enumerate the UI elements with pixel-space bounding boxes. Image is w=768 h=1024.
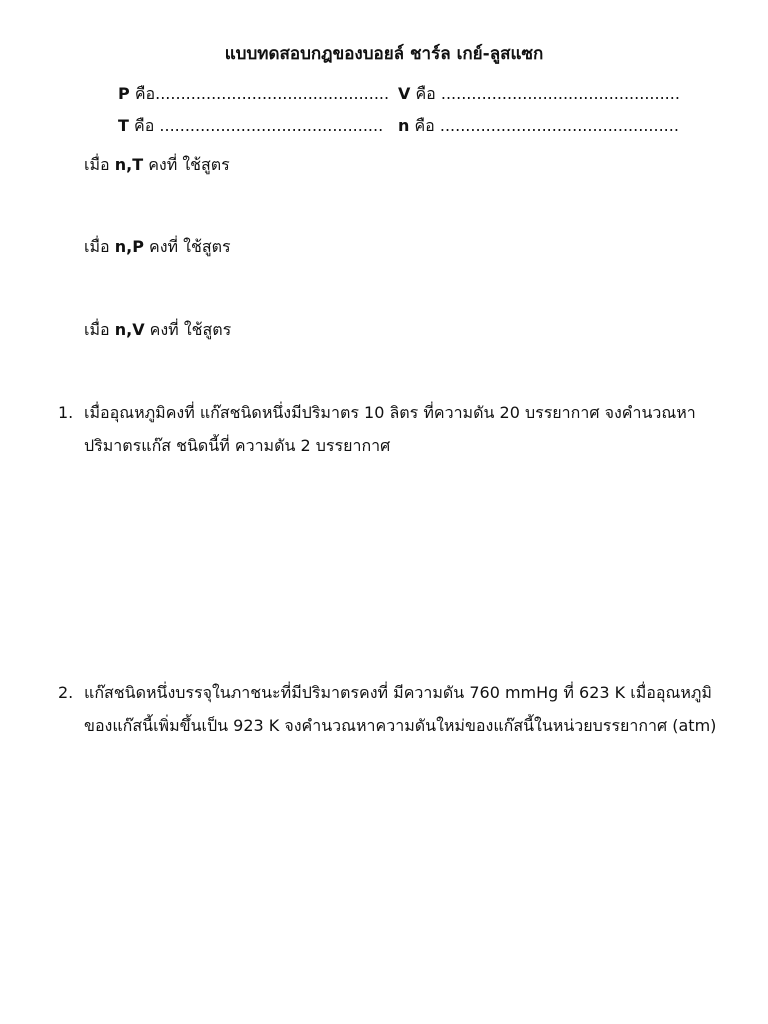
definition-var: V	[398, 84, 411, 103]
condition-n-t	[84, 155, 230, 175]
question-line: เมื่ออุณหภูมิคงที่ แก๊สชนิดหนึ่งมีปริมาตร 10 ลิตร ที่ความดัน 20 บรรยากาศ จงคำนวณหา	[84, 403, 696, 422]
condition-prefix: เมื่อ	[84, 237, 115, 256]
question-line: ของแก๊สนี้เพิ่มขึ้นเป็น 923 K จงคำนวณหาความดันใหม่ของแก๊สนี้ในหน่วยบรรยากาศ (atm)	[84, 716, 717, 735]
question-line: ปริมาตรแก๊ส ชนิดนี้ที่ ความดัน 2 บรรยากาศ	[84, 436, 391, 455]
question-text	[84, 676, 748, 742]
condition-suffix: คงที่ ใช้สูตร	[143, 155, 230, 174]
condition-suffix: คงที่ ใช้สูตร	[143, 237, 231, 256]
condition-n-v	[84, 320, 231, 340]
definition-text: คือ ............................................	[128, 116, 384, 135]
question-2	[58, 676, 748, 742]
definition-t	[118, 116, 383, 136]
definition-p	[118, 84, 389, 104]
page-title: แบบทดสอบกฎของบอยล์ ชาร์ล เกย์-ลูสแซก	[224, 44, 544, 64]
condition-prefix: เมื่อ	[84, 155, 115, 174]
definition-var: T	[118, 116, 129, 135]
question-1	[58, 396, 748, 462]
condition-n-p	[84, 237, 231, 257]
definition-text: คือ ...............................................	[410, 84, 680, 103]
definition-var: P	[118, 84, 130, 103]
definition-n	[398, 116, 679, 136]
question-line: แก๊สชนิดหนึ่งบรรจุในภาชนะที่มีปริมาตรคงที่ มีความดัน 760 mmHg ที่ 623 K เมื่ออุณหภูมิ	[84, 683, 712, 702]
definition-text: คือ..............................................	[129, 84, 390, 103]
condition-suffix: คงที่ ใช้สูตร	[144, 320, 232, 339]
question-number: 1.	[58, 403, 74, 422]
definition-var: n	[398, 116, 410, 135]
question-text	[84, 396, 748, 462]
definition-text: คือ ...............................................	[409, 116, 679, 135]
condition-vars: n,V	[114, 320, 145, 339]
condition-vars: n,T	[114, 155, 144, 174]
condition-prefix: เมื่อ	[84, 320, 115, 339]
definition-v	[398, 84, 680, 104]
condition-vars: n,P	[114, 237, 144, 256]
question-number: 2.	[58, 683, 74, 702]
